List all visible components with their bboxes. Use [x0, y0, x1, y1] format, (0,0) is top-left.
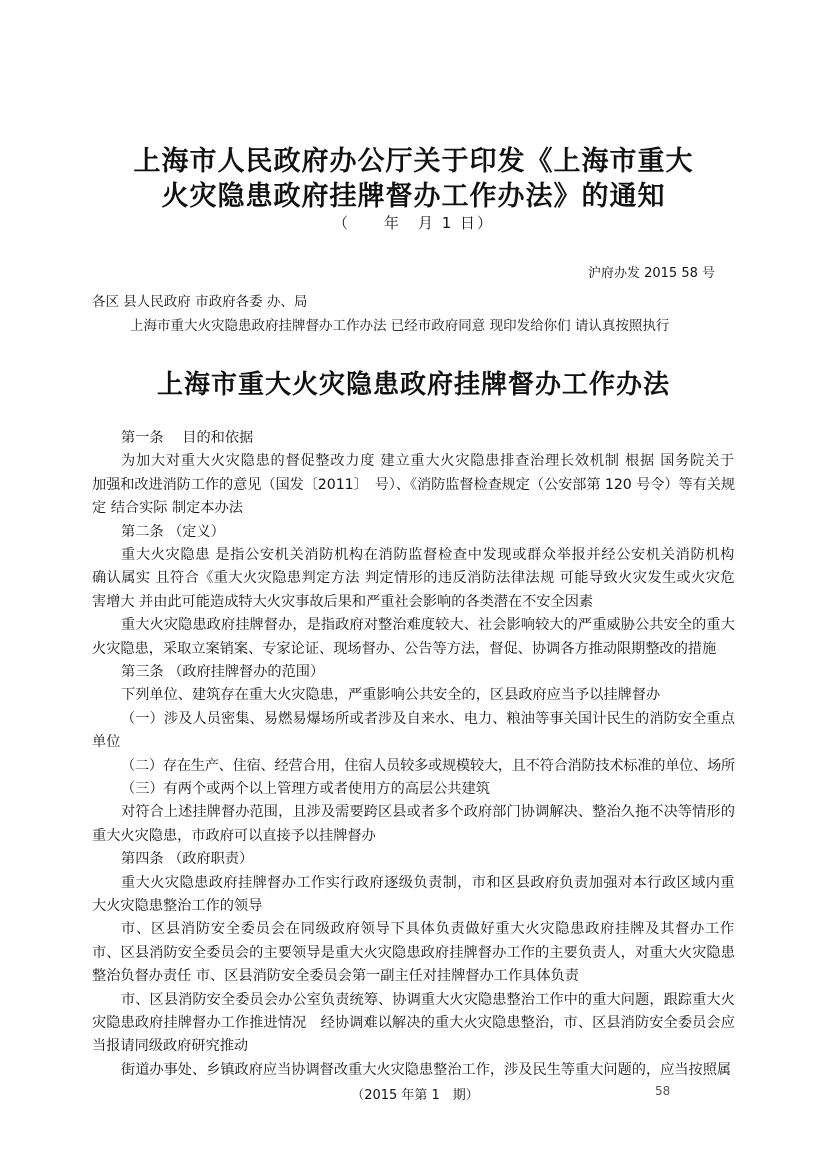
paragraph-first-line — [121, 756, 735, 776]
paragraph-line-text: 定 结合实际 制定本办法 — [92, 500, 243, 517]
regulation-title: 上海市重大火灾隐患政府挂牌督办工作办法 — [156, 370, 670, 400]
paragraph-line-text: 当报请同级政府研究推动 — [92, 1038, 249, 1055]
paragraph-first-line — [121, 428, 735, 448]
paragraph-line-text: （二）存在生产、住宿、经营合用，住宿人员较多或规模较大，且不符合消防技术标准的单位、场所 — [121, 757, 735, 774]
paragraph-line-text: 对符合上述挂牌督办范围，且涉及需要跨区县或者多个政府部门协调解决、整治久拖不决等情形的 — [121, 804, 735, 821]
paragraph-line-text: 加强和改进消防工作的意见（国发〔2011〕 号）、《消防监督检查规定（公安部第 120 号令）等有关规 — [92, 476, 735, 493]
paragraph-line — [92, 639, 735, 659]
paragraph-first-line — [121, 615, 735, 635]
paragraph-line-text: 街道办事处、乡镇政府应当协调督改重大火灾隐患整治工作，涉及民生等重大问题的，应当按照属 — [121, 1061, 732, 1078]
paragraph-line-text: 下列单位、建筑存在重大火灾隐患，严重影响公共安全的，区县政府应当予以挂牌督办 — [121, 687, 661, 704]
paragraph-line-text: 第四条 （政府职责） — [121, 851, 254, 868]
paragraph-line — [92, 475, 735, 495]
paragraph-line — [92, 943, 735, 963]
notice-title-line-2: 火灾隐患政府挂牌督办工作办法》的通知 — [161, 181, 666, 212]
paragraph-line — [92, 732, 735, 752]
paragraph-line-text: 整治负督办责任 市、区县消防安全委员会第一副主任对挂牌督办工作具体负责 — [92, 968, 579, 985]
paragraph-line-text: 市、区县消防安全委员会在同级政府领导下具体负责做好重大火灾隐患政府挂牌及其督办工作 — [121, 921, 735, 938]
paragraph-line-text: 灾隐患政府挂牌督办工作推进情况 经协调难以解决的重大火灾隐患整治，市、区县消防安全委员会应 — [92, 1015, 735, 1031]
paragraph-first-line — [121, 802, 735, 822]
paragraph-first-line — [121, 451, 735, 471]
paragraph-line-text: 重大火灾隐患，市政府可以直接予以挂牌督办 — [92, 827, 376, 844]
paragraph-first-line — [121, 709, 735, 729]
paragraph-line — [92, 826, 735, 846]
paragraph-first-line — [121, 990, 735, 1010]
paragraph-line-text: 大火灾隐患整治工作的领导 — [92, 898, 263, 914]
paragraph-first-line — [121, 662, 735, 682]
paragraph-line-text: 第二条 （定义） — [121, 523, 225, 540]
issue-date: （ 年 月 1 日） — [332, 214, 495, 232]
intro-text: 上海市重大火灾隐患政府挂牌督办工作办法 已经市政府同意 现印发给你们 请认真按照执行 — [130, 318, 670, 334]
footer-issue: （2015 年第 1 期） — [351, 1088, 479, 1103]
paragraph-line-text: 市、区县消防安全委员会的主要领导是重大火灾隐患政府挂牌督办工作的主要负责人，对重大火灾隐患 — [92, 944, 735, 961]
paragraph-line-text: 火灾隐患，采取立案销案、专家论证、现场督办、公告等方法，督促、协调各方推动限期整改的措施 — [92, 640, 717, 657]
paragraph-line — [92, 1036, 735, 1056]
paragraph-line — [92, 568, 735, 588]
paragraph-line — [92, 592, 735, 612]
document-number: 沪府办发 2015 58 号 — [587, 266, 715, 281]
paragraph-line-text: 第三条 （政府挂牌督办的范围） — [121, 664, 325, 680]
paragraph-first-line — [121, 522, 735, 542]
paragraph-line-text: 害增大 并由此可能造成特大火灾事故后果和严重社会影响的各类潜在不安全因素 — [92, 593, 594, 610]
addressee: 各区 县人民政府 市政府各委 办、局 — [92, 294, 308, 310]
paragraph-line — [92, 498, 735, 518]
paragraph-line-text: （三）有两个或两个以上管理方或者使用方的高层公共建筑 — [121, 781, 490, 797]
paragraph-first-line — [121, 873, 735, 893]
paragraph-line — [92, 896, 735, 916]
notice-title-line-1: 上海市人民政府办公厅关于印发《上海市重大 — [133, 146, 694, 177]
paragraph-first-line — [121, 545, 735, 565]
paragraph-line-text: 为加大对重大火灾隐患的督促整改力度 建立重大火灾隐患排查治理长效机制 根据 国务院关于 — [121, 453, 735, 470]
paragraph-line-text: （一）涉及人员密集、易燃易爆场所或者涉及自来水、电力、粮油等事关国计民生的消防安全重点 — [121, 710, 735, 727]
paragraph-line — [92, 966, 735, 986]
paragraph-line-text: 重大火灾隐患 是指公安机关消防机构在消防监督检查中发现或群众举报并经公安机关消防机构 — [121, 547, 735, 563]
paragraph-line-text: 确认属实 且符合《重大火灾隐患判定方法 判定情形的违反消防法律法规 可能导致火灾发生或火灾危 — [92, 570, 735, 587]
paragraph-first-line — [121, 919, 735, 939]
paragraph-line-text: 重大火灾隐患政府挂牌督办，是指政府对整治难度较大、社会影响较大的严重威胁公共安全的重大 — [121, 617, 735, 634]
paragraph-line-text: 单位 — [92, 734, 121, 751]
paragraph-line-text: 市、区县消防安全委员会办公室负责统筹、协调重大火灾隐患整治工作中的重大问题，跟踪重大火 — [121, 991, 735, 1008]
paragraph-first-line — [121, 1060, 735, 1080]
paragraph-line-text: 第一条 目的和依据 — [121, 430, 254, 446]
paragraph-first-line — [121, 849, 735, 869]
page-number: 58 — [655, 1084, 671, 1098]
paragraph-line-text: 重大火灾隐患政府挂牌督办工作实行政府逐级负责制，市和区县政府负责加强对本行政区域内重 — [121, 874, 735, 891]
paragraph-first-line — [121, 779, 735, 799]
paragraph-first-line — [121, 685, 735, 705]
paragraph-line — [92, 1013, 735, 1033]
